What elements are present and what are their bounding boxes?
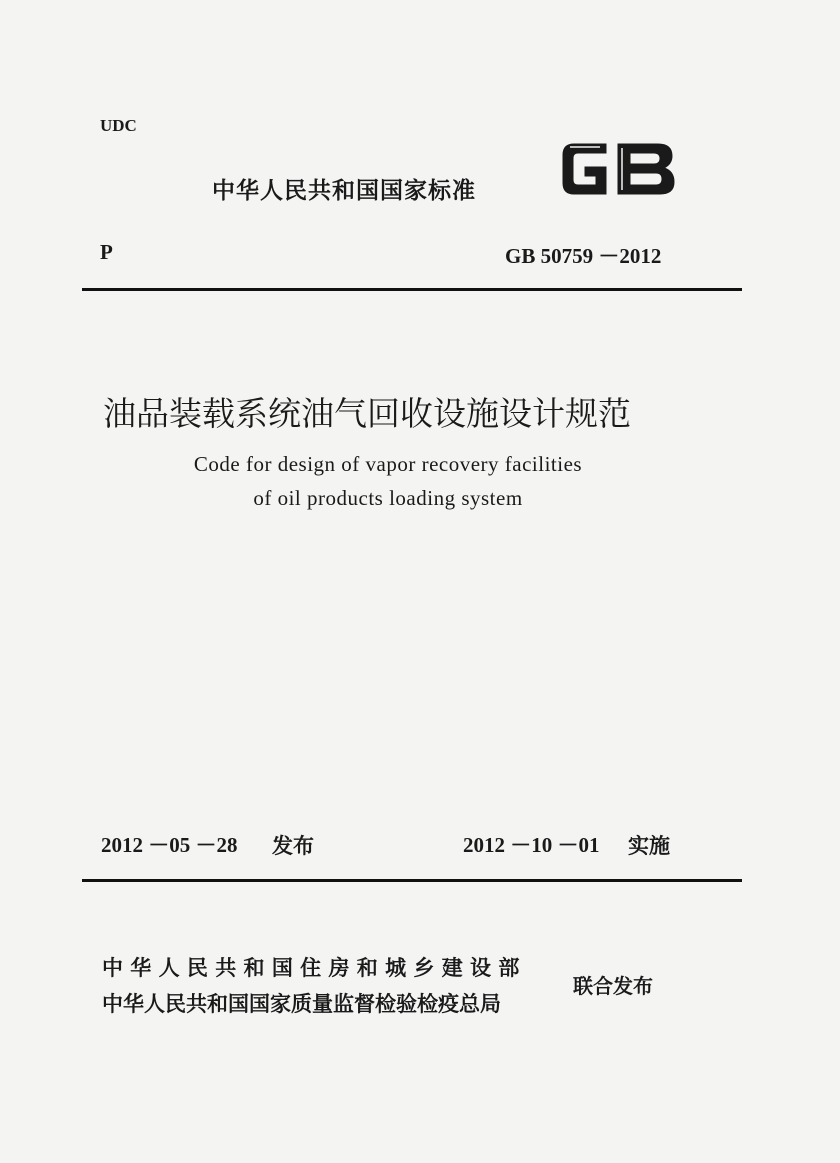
footer-rule (82, 879, 742, 882)
publisher-agency-housing: 中 华 人 民 共 和 国 住 房 和 城 乡 建 设 部 (102, 956, 520, 980)
issue-date: 2012 －05 －28 (101, 833, 238, 857)
standard-number: GB 50759 －2012 (505, 244, 662, 268)
header-rule (82, 288, 742, 291)
title-english-line2: of oil products loading system (253, 486, 523, 510)
effective-label: 实施 (628, 834, 670, 858)
joint-publish-label: 联合发布 (573, 974, 653, 998)
publisher-agency-quality: 中华人民共和国国家质量监督检验检疫总局 (102, 992, 501, 1016)
national-standard-heading: 中华人民共和国国家标准 (212, 178, 476, 204)
udc-label: UDC (100, 116, 137, 135)
classification-code: P (100, 240, 113, 264)
title-english-line1: Code for design of vapor recovery facilities (193, 452, 583, 476)
title-chinese: 油品装载系统油气回收设施设计规范 (103, 397, 631, 433)
effective-date: 2012 －10 －01 (463, 833, 600, 857)
issue-label: 发布 (272, 834, 314, 858)
gb-logo (560, 140, 678, 198)
